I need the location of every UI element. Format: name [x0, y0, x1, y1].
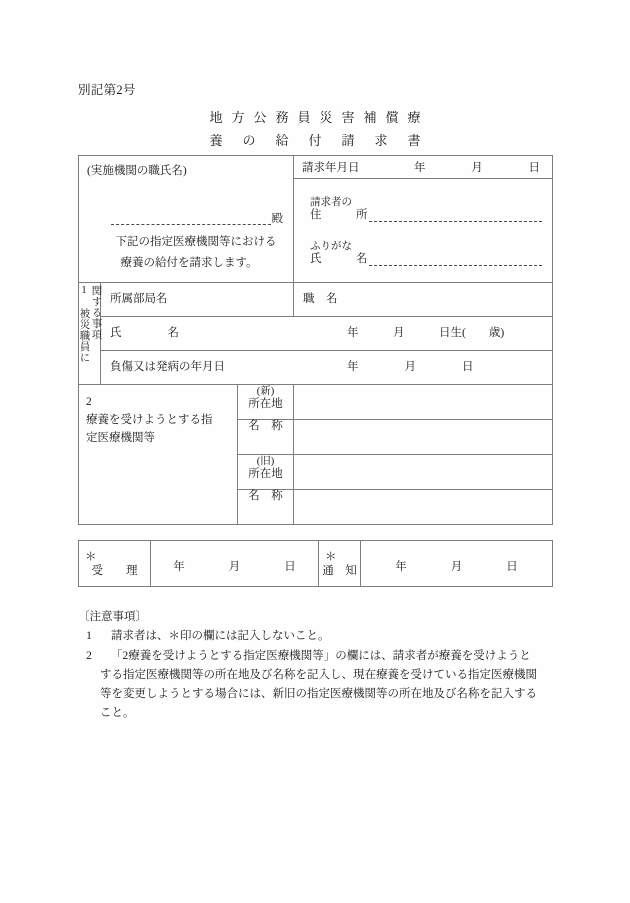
section2-sublabel-top-0: (新)	[256, 386, 275, 397]
address-label: 住 所	[310, 209, 368, 221]
claimant-address-row[interactable]	[310, 209, 542, 222]
injury-date-ymd: 年 月 日	[347, 361, 474, 373]
notification-month: 月	[450, 560, 463, 573]
acceptance-star: ＊	[85, 551, 97, 563]
claimant-name-block[interactable]	[310, 241, 542, 266]
header-row	[79, 156, 553, 283]
implementing-agency-cell[interactable]	[79, 156, 294, 283]
note-item-1	[78, 627, 552, 646]
note-text-2	[100, 647, 552, 723]
section2-value-old-name[interactable]	[294, 490, 553, 525]
section2-sublabel-old-name	[238, 490, 294, 525]
claimant-name-row[interactable]	[310, 253, 542, 266]
position-cell[interactable]	[294, 283, 553, 317]
notification-day: 日	[506, 560, 518, 573]
section2-row-new-address	[79, 385, 553, 420]
notification-date-cell[interactable]	[361, 541, 553, 587]
section1-name-row	[79, 317, 553, 351]
section2-sublabel-new-name	[238, 420, 294, 455]
name-label: 氏 名	[310, 253, 368, 265]
notes-heading: 〔注意事項〕	[78, 611, 147, 623]
acceptance-day: 日	[284, 560, 296, 573]
request-sentence-line-2: 療養の給付を請求します。	[120, 257, 258, 269]
section2-value-old-address[interactable]	[294, 455, 553, 490]
claim-date-day: 日	[528, 162, 541, 174]
section2-label-line-2: 定医療機関等	[86, 432, 155, 444]
title-line-2: 養の給付請求書	[209, 133, 441, 148]
section2-value-new-name[interactable]	[294, 420, 553, 455]
note-number-2: 2	[86, 650, 92, 662]
claim-date-month: 月	[471, 162, 483, 174]
notification-star: ＊	[325, 551, 337, 563]
victim-birth-ymd: 年 月 日生( 歳)	[347, 327, 505, 339]
dono-suffix: 殿	[271, 213, 283, 225]
section2-sublabel-new-address	[238, 385, 294, 420]
claim-date-year: 年	[414, 162, 426, 174]
request-sentence	[91, 232, 287, 274]
acceptance-month: 月	[228, 560, 241, 573]
injury-date-label: 負傷又は発病の年月日	[110, 361, 225, 373]
section1-vlabel-left: 1 被災職員に	[78, 285, 90, 363]
acceptance-label-cell	[79, 541, 151, 587]
claimant-info-cell[interactable]	[294, 179, 552, 282]
department-cell[interactable]	[101, 283, 294, 317]
notification-label-cell	[319, 541, 361, 587]
position-label: 職 名	[303, 293, 338, 305]
name-input-rule[interactable]	[369, 254, 543, 266]
section2-label-number: 2	[86, 396, 92, 408]
section2-label-line-1: 療養を受けようとする指	[86, 414, 213, 426]
note-text-1: 請求者は、＊印の欄には記入しないこと。	[111, 630, 330, 642]
notification-label: 通 知	[322, 565, 357, 577]
note-2-line-3: 等を変更しようとする場合には、新旧の指定医療機関等の所在地及び名称を記入する	[100, 688, 537, 700]
section1-department-row	[79, 283, 553, 317]
section1-injury-row	[79, 351, 553, 385]
victim-name-cell[interactable]	[101, 317, 553, 351]
furigana-label: ふりがな	[310, 241, 353, 252]
official-use-row	[79, 541, 553, 587]
address-input-rule[interactable]	[369, 210, 543, 222]
claimant-prefix: 請求者の	[310, 197, 353, 208]
acceptance-label: 受 理	[91, 565, 138, 577]
notification-year: 年	[395, 560, 407, 573]
document-title	[0, 108, 630, 152]
note-2-line-1: 「2療養を受けようとする指定医療機関等」の欄には、請求者が療養を受けようと	[111, 650, 531, 662]
claim-date-ymd	[414, 159, 544, 175]
note-2-line-2: する指定医療機関等の所在地及び名称を記入し、現在療養を受けている指定医療機関	[100, 669, 537, 681]
section2-sublabel-bottom-2: 所在地	[248, 468, 283, 480]
section2-sublabel-old-address	[238, 455, 294, 490]
implementing-agency-label: (実施機関の職氏名)	[87, 165, 187, 177]
claim-date-cell[interactable]	[294, 156, 552, 179]
note-2-line-4: こと。	[100, 707, 135, 719]
official-use-table	[78, 540, 553, 587]
injury-date-cell[interactable]	[101, 351, 553, 385]
victim-name-label: 氏 名	[110, 327, 179, 339]
main-form-table	[78, 155, 553, 525]
acceptance-date-ymd	[152, 554, 317, 574]
acceptance-year: 年	[173, 560, 185, 573]
section1-vertical-label	[79, 283, 101, 385]
agency-name-input-line[interactable]	[111, 213, 283, 225]
section2-sublabel-bottom-0: 所在地	[248, 398, 283, 410]
claimant-address-block[interactable]	[310, 197, 542, 222]
acceptance-date-cell[interactable]	[151, 541, 319, 587]
section2-sublabel-bottom-1: 名 称	[248, 420, 283, 432]
section2-label-cell	[79, 385, 238, 525]
request-sentence-line-1: 下記の指定医療機関等における	[115, 236, 277, 248]
note-number-1: 1	[86, 630, 92, 642]
note-item-2	[78, 647, 552, 723]
form-number: 別記第2号	[78, 83, 136, 97]
section1-vlabel-right: 関する事項	[90, 285, 102, 340]
claim-date-label: 請求年月日	[302, 162, 360, 174]
department-label: 所属部局名	[110, 293, 168, 305]
notes-section	[78, 608, 552, 723]
notification-date-ymd	[362, 554, 551, 574]
section2-value-new-address[interactable]	[294, 385, 553, 420]
section2-sublabel-bottom-3: 名 称	[248, 490, 283, 502]
section2-sublabel-top-2: (旧)	[256, 456, 275, 467]
agency-name-rule	[111, 213, 271, 225]
claimant-block	[294, 156, 553, 283]
title-line-1: 地方公務員災害補償療	[209, 110, 430, 125]
